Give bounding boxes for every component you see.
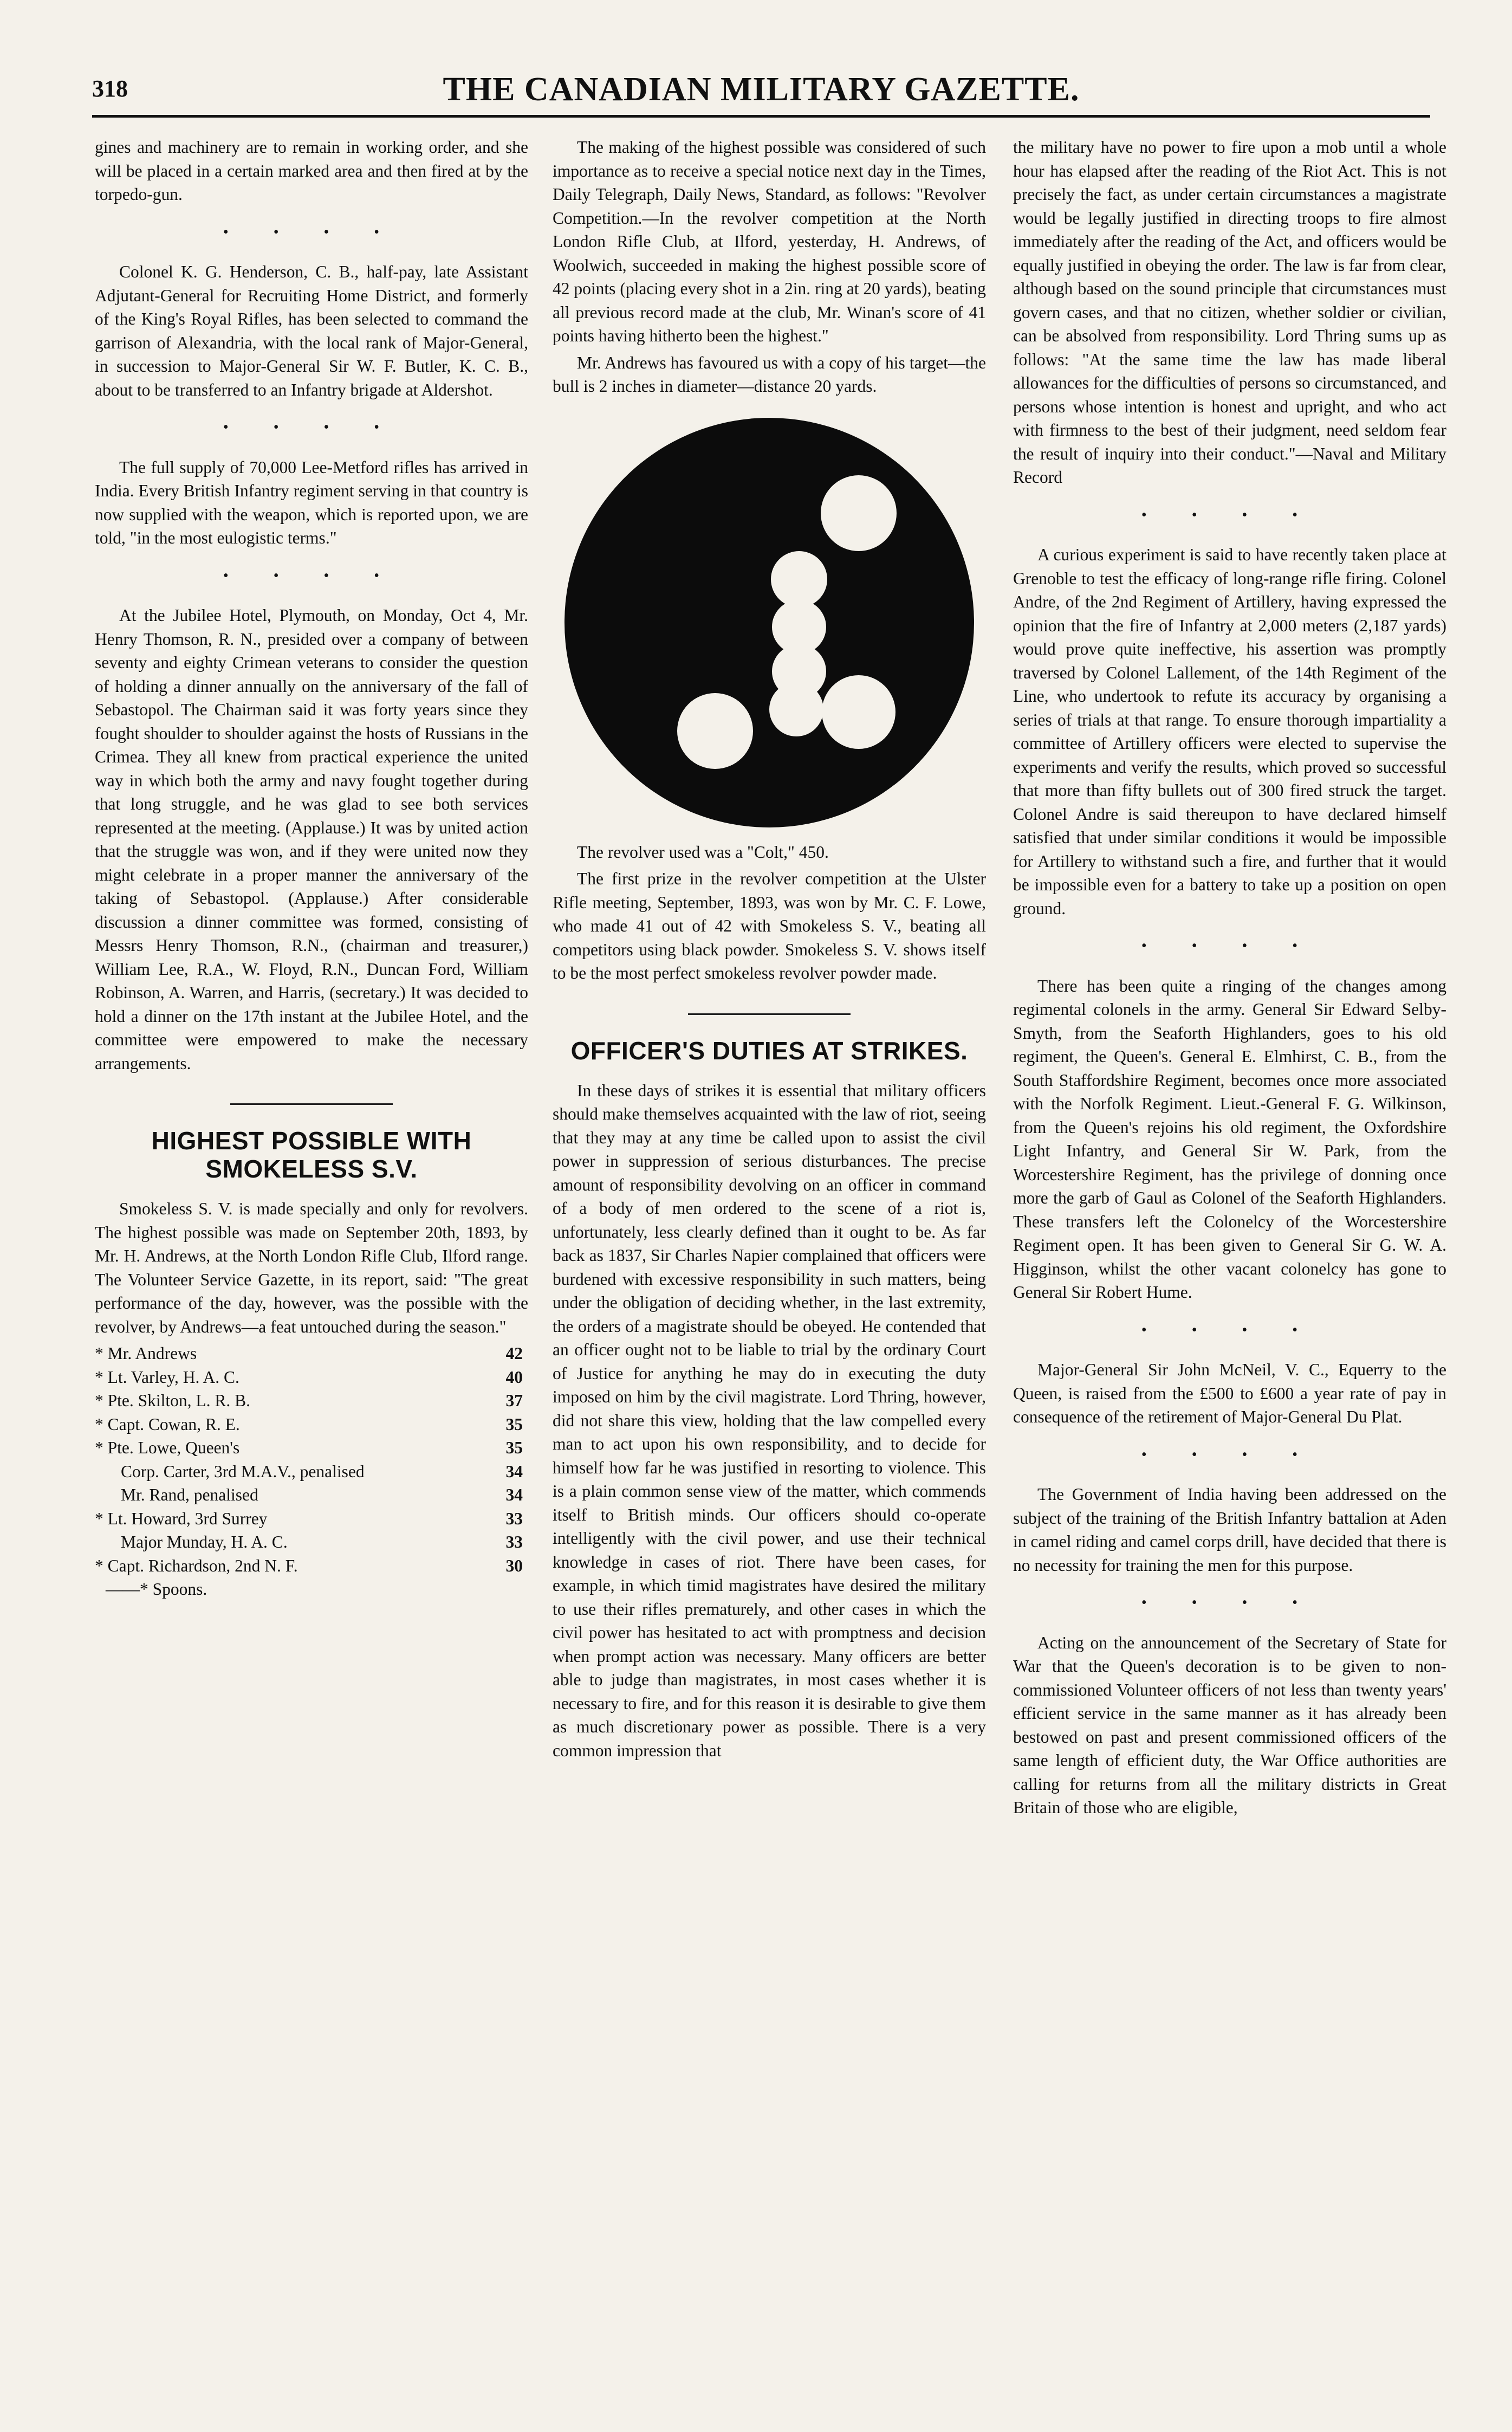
- ornament-divider: • • • •: [223, 419, 400, 436]
- competitor-name: Corp. Carter, 3rd M.A.V., penalised: [121, 1461, 365, 1481]
- target-bull: [564, 418, 974, 827]
- shot-hole: [822, 675, 895, 749]
- score-row: [95, 1342, 528, 1366]
- competitor-score: 35: [505, 1438, 523, 1457]
- article-heading: OFFICER'S DUTIES AT STRIKES.: [570, 1036, 968, 1065]
- competitor-name: Mr. Rand, penalised: [121, 1485, 258, 1504]
- ornament-divider: • • • •: [223, 567, 400, 584]
- image-caption: The revolver used was a "Colt," 450.: [577, 842, 829, 862]
- article-paragraph: Acting on the announcement of the Secretary of State for War that the Queen's decoration is to be given to non-commissioned Volunteer officers of not less than twenty years' efficient service in the same manner as it has already been bestowed on past and present commissioned officers of the same length of efficient duty, the War Office authorities are calling for returns from all the military districts in Great Britain of those who are eligible,: [1013, 1633, 1446, 1817]
- article-paragraph: Colonel K. G. Henderson, C. B., half-pay, late Assistant Adjutant-General for Recruiting Home District, and formerly of the King's Royal Rifles, has been selected to command the garrison of Alexandria, with the local rank of Major-General, in succession to Major-General Sir W. F. Butler, K. C. B., about to be transferred to an Infantry brigade at Aldershot.: [95, 262, 528, 399]
- ornament-divider: • • • •: [1141, 506, 1319, 523]
- article-paragraph: At the Jubilee Hotel, Plymouth, on Monday, Oct 4, Mr. Henry Thomson, R. N., presided over a company of between seventy and eighty Crimean veterans to consider the question of holding a dinner annually on the anniversary of the fall of Sebastopol. The Chairman said it was forty years since they fought shoulder to shoulder against the hosts of Russians in the Crimea. They all knew from practical experience the united way in which both the army and navy fought together during that long struggle, and he was glad to see both services represented at the meeting. (Applause.) It was by united action that the struggle was won, and if they were united now they might celebrate in a proper manner the anniversary of the taking of Sebastopol. (Applause.) After considerable discussion a dinner committee was formed, consisting of Messrs Henry Thomson, R.N., (chairman and treasurer,) William Lee, R.A., W. Floyd, R.N., Duncan Ford, William Robinson, A. Warren, and Harris, (secretary.) It was decided to hold a dinner on the 17th instant at the Jubilee Hotel, and the committee were empowered to make the necessary arrangements.: [95, 606, 528, 1073]
- competitor-score: 34: [505, 1461, 523, 1481]
- shot-hole: [771, 551, 827, 607]
- competitor-name: * Lt. Howard, 3rd Surrey: [95, 1509, 268, 1528]
- article-paragraph: Major-General Sir John McNeil, V. C., Equerry to the Queen, is raised from the £500 to £600 a year rate of pay in consequence of the retirement of Major-General Du Plat.: [1013, 1360, 1446, 1426]
- article-paragraph: A curious experiment is said to have recently taken place at Grenoble to test the efficacy of long-range rifle firing. Colonel Andre, of the 2nd Regiment of Artillery, having expressed the opinion that the fire of Infantry at 2,000 meters (2,187 yards) would prove quite ineffective, his assertion was promptly traversed by Colonel Lallement, of the 14th Regiment of the Line, who undertook to refute its accuracy by organising a series of trials at that range. To ensure thorough impartiality a committee of Artillery officers were elected to supervise the experiments and verify the results, which proved so successful that more than fifty bullets out of 300 fired struck the target. Colonel Andre is said thereupon to have declared himself satisfied that under similar conditions it would be impossible for Artillery to withstand such a fire, and further that it would be impossible even for a battery to take up a position on open ground.: [1013, 545, 1446, 918]
- ornament-divider: • • • •: [223, 223, 400, 241]
- article-paragraph: The making of the highest possible was considered of such importance as to receive a special notice next day in the Times, Daily Telegraph, Daily News, Standard, as follows: "Revolver Competition.—In the revolver competition at the North London Rifle Club, at Ilford, yesterday, H. Andrews, of Woolwich, succeeded in making the highest possible score of 42 points (placing every shot in a 2in. ring at 20 yards), beating all previous record made at the club, Mr. Winan's score of 41 points having hitherto been the highest.": [553, 138, 986, 345]
- competitor-score: 34: [505, 1485, 523, 1504]
- competitor-score: 40: [505, 1367, 523, 1387]
- competitor-name: * Capt. Cowan, R. E.: [95, 1414, 240, 1434]
- score-footnote: ——* Spoons.: [106, 1580, 207, 1599]
- score-row: [95, 1554, 528, 1578]
- competitor-score: 42: [505, 1344, 523, 1363]
- article-paragraph: The full supply of 70,000 Lee-Metford rifles has arrived in India. Every British Infantry regiment serving in that country is now supplied with the weapon, which is reported upon, we are told, "in the most eulogistic terms.": [95, 457, 528, 547]
- score-row: [95, 1460, 528, 1484]
- competitor-name: Major Munday, H. A. C.: [121, 1532, 288, 1551]
- article-paragraph: Mr. Andrews has favoured us with a copy of his target—the bull is 2 inches in diameter—distance 20 yards.: [553, 353, 986, 396]
- competitor-name: * Pte. Lowe, Queen's: [95, 1438, 240, 1457]
- shot-hole: [769, 682, 823, 736]
- ornament-divider: • • • •: [1141, 1321, 1319, 1338]
- page-number: 318: [92, 75, 128, 102]
- score-row: [95, 1436, 528, 1460]
- column-2: [553, 135, 986, 1765]
- section-rule: [230, 1103, 393, 1105]
- ornament-divider: • • • •: [1141, 937, 1319, 954]
- competitor-score: 33: [505, 1532, 523, 1551]
- shot-hole: [821, 475, 897, 551]
- article-paragraph: Smokeless S. V. is made specially and only for revolvers. The highest possible was made on September 20th, 1893, by Mr. H. Andrews, at the North London Rifle Club, Ilford range. The Volunteer Service Gazette, in its report, said: "The great performance of the day, however, was the possible with the revolver, by Andrews—a feat untouched during the season.": [95, 1199, 528, 1336]
- article-paragraph: There has been quite a ringing of the changes among regimental colonels in the army. General Sir Edward Selby-Smyth, from the Seaforth Highlanders, goes to his old regiment, the Queen's. General E. Elmhirst, C. B., from the South Staffordshire Regiment, becomes once more associated with the Norfolk Regiment. Lieut.-General F. G. Wilkinson, from the Queen's rejoins his old regiment, the Oxfordshire Light Infantry, and General Sir W. Park, from the Worcestershire Regiment, has the privilege of donning once more the garb of Gaul as Colonel of the Seaforth Highlanders. These transfers left the Colonelcy of the Worcestershire Regiment open. It has been given to General Sir G. W. A. Higginson, whilst the other vacant colonelcy has gone to General Sir Robert Hume.: [1013, 976, 1446, 1302]
- article-paragraph: The Government of India having been addressed on the subject of the training of the British Infantry battalion at Aden in camel riding and camel corps drill, have decided that there is no necessity for training the men for this purpose.: [1013, 1485, 1446, 1575]
- score-row: [95, 1483, 528, 1507]
- score-row: [95, 1507, 528, 1531]
- column-3: [1013, 135, 1446, 1823]
- competitor-score: 37: [505, 1391, 523, 1410]
- competitor-name: * Pte. Skilton, L. R. B.: [95, 1391, 251, 1410]
- article-paragraph: In these days of strikes it is essential that military officers should make themselves acquainted with the law of riot, seeing that they may at any time be called upon to assist the civil power in suppression of serious disturbances. The precise amount of responsibility devolving on an officer in command of a body of men ordered to the scene of a riot is, unfortunately, less clearly defined than it ought to be. As far back as 1837, Sir Charles Napier complained that officers were burdened with excessive responsibility in such matters, being under the obligation of deciding whether, in the last extremity, the orders of a magistrate should be obeyed. He contended that an officer ought not to be liable to trial by the ordinary Court of Justice for anything he may do in executing the duty imposed on him by the civil magistrate. Lord Thring, however, did not share this view, holding that the law compelled every man to act upon his own responsibility, and to decide for himself how far he was justified in resorting to violence. This is a plain common sense view of the matter, which commends itself to British minds. Our officers should co-operate intelligently with the civil power, and use their technical knowledge in cases of riot. There have been cases, for example, in which timid magistrates have desired the military to use their rifles prematurely, and other cases in which the civil power has hesitated to act with promptness and decision when prompt action was necessary. Many officers are better able to judge than magistrates, in most cases whether it is necessary to fire, and for this reason it is desirable to give them as much discretionary power as possible. There is a very common impression that: [553, 1081, 986, 1760]
- section-rule: [688, 1013, 851, 1015]
- shot-hole: [677, 693, 753, 769]
- competitor-score: 30: [505, 1556, 523, 1575]
- article-paragraph: The first prize in the revolver competition at the Ulster Rifle meeting, September, 1893, was won by Mr. C. F. Lowe, who made 41 out of 42 with Smokeless S. V., beating all competitors using black powder. Smokeless S. V. shows itself to be the most perfect smokeless revolver powder made.: [553, 869, 986, 982]
- competitor-name: * Capt. Richardson, 2nd N. F.: [95, 1556, 298, 1575]
- competitor-name: * Mr. Andrews: [95, 1344, 197, 1363]
- publication-title: THE CANADIAN MILITARY GAZETTE.: [443, 71, 1080, 108]
- score-row: [95, 1366, 528, 1389]
- page-header: [92, 70, 1430, 117]
- revolver-target-image: [563, 417, 975, 829]
- article-heading: HIGHEST POSSIBLE WITH SMOKELESS S.V.: [151, 1127, 472, 1183]
- score-list: [95, 1342, 528, 1577]
- column-1: [95, 135, 528, 1601]
- ornament-divider: • • • •: [1141, 1594, 1319, 1611]
- article-paragraph: gines and machinery are to remain in working order, and she will be placed in a certain marked area and then fired at by the torpedo-gun.: [95, 138, 528, 204]
- score-row: [95, 1530, 528, 1554]
- score-row: [95, 1413, 528, 1437]
- competitor-score: 35: [505, 1414, 523, 1434]
- header-rule: [92, 115, 1430, 118]
- competitor-name: * Lt. Varley, H. A. C.: [95, 1367, 239, 1387]
- competitor-score: 33: [505, 1509, 523, 1528]
- article-paragraph: the military have no power to fire upon a mob until a whole hour has elapsed after the reading of the Riot Act. This is not precisely the fact, as under certain circumstances a magistrate would be legally justified in directing troops to fire almost immediately after the reading of the Act, and officers would be equally justified in obeying the order. The law is far from clear, although based on the sound principle that circumstances must govern cases, and that no citizen, whether soldier or civilian, can be absolved from responsibility. Lord Thring sums up as follows: "At the same time the law has made liberal allowances for the difficulties of persons so circumstanced, and persons whose intention is honest and upright, and who act with firmness to the best of their judgment, need seldom fear the result of inquiry into their conduct."—Naval and Military Record: [1013, 138, 1446, 487]
- ornament-divider: • • • •: [1141, 1446, 1319, 1463]
- score-row: [95, 1389, 528, 1413]
